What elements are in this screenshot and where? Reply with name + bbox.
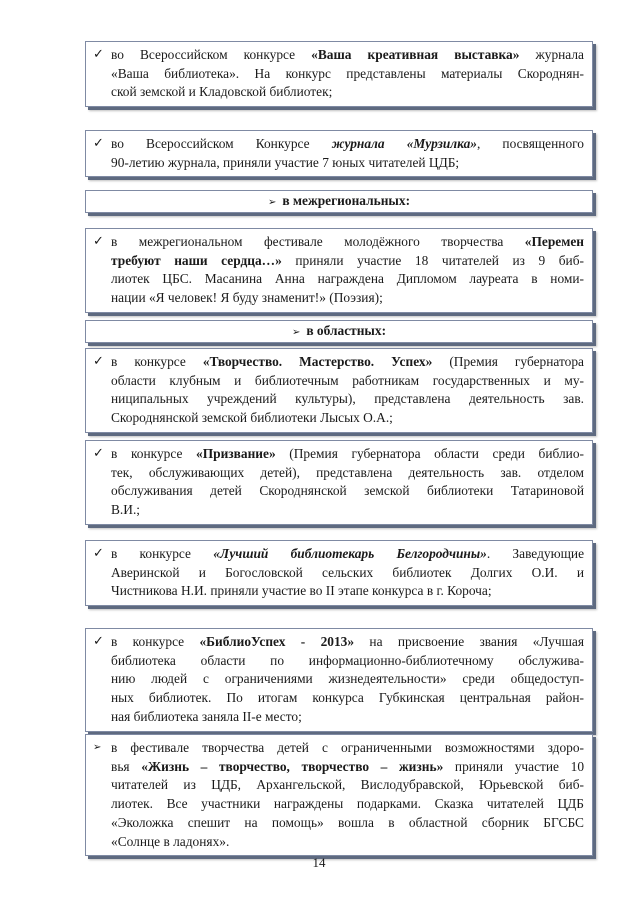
text-run: , посвященного [476, 136, 585, 151]
text-line [111, 689, 584, 708]
checkmark-icon: ✓ [93, 136, 104, 151]
text-line [111, 795, 584, 814]
checkmark-icon: ✓ [93, 354, 104, 369]
text-run: во Всероссийском Конкурсе [111, 136, 332, 151]
list-item-box [85, 228, 593, 313]
bold-text: «Перемен [524, 234, 584, 249]
text-line [111, 776, 584, 795]
text-run: обслуживания детей Скороднянской земской библиотеки Татариновой [111, 483, 584, 499]
bold-text: «БиблиоУспех - 2013» [199, 634, 355, 649]
text-line [111, 545, 584, 564]
text-run: библиотека области по информационно-библиотечному обслужива- [111, 652, 584, 668]
text-line [111, 83, 584, 102]
text-line [111, 633, 584, 652]
text-run: в фестивале творчества детей с ограниченными возможностями здоро- [111, 740, 584, 755]
text-line [111, 482, 584, 501]
text-run: «Ваша библиотека». На конкурс представлены материалы Скороднян- [111, 65, 584, 81]
checkmark-icon: ✓ [93, 546, 104, 561]
bold-text: «Призвание» [196, 446, 276, 461]
bold-text: «Жизнь – творчество, творчество – жизнь» [141, 758, 444, 774]
text-line [111, 390, 584, 409]
text-run: Чистникова Н.И. приняли участие во II этапе конкурса в г. Короча; [111, 583, 492, 599]
text-run: области клубным и библиотечным работникам государственных и му- [111, 372, 584, 388]
list-item-box [85, 348, 593, 433]
text-run: 90-летию журнала, приняли участие 7 юных читателей ЦДБ; [111, 154, 460, 170]
text-run: в конкурсе [111, 634, 200, 649]
text-run: ской земской и Кладовской библиотек; [111, 84, 333, 100]
text-run: в межрегиональном фестивале молодёжного творчества [111, 234, 525, 249]
bold-text: журнала «Мурзилка» [331, 136, 477, 151]
text-run: во Всероссийском конкурсе [111, 47, 312, 62]
text-line [111, 65, 584, 84]
bold-text: требуют наши сердца…» [111, 252, 282, 268]
page-number: 14 [312, 855, 326, 870]
text-line [111, 670, 584, 689]
text-run: тек, обслуживающих детей), представлена деятельность зав. отделом [111, 464, 584, 480]
text-line [111, 353, 584, 372]
list-item-box [85, 628, 593, 732]
section-header-text: в межрегиональных: [282, 193, 411, 208]
text-run: Аверинской и Богословской сельских библиотек Долгих О.И. и [111, 564, 584, 580]
list-item-box [85, 130, 593, 177]
text-line [111, 154, 584, 173]
text-line [111, 252, 584, 271]
list-item-box [85, 540, 593, 606]
text-run: в конкурсе [111, 446, 197, 461]
text-line [111, 758, 584, 777]
section-header-text: в областных: [306, 323, 387, 338]
text-line [111, 135, 584, 154]
text-run: приняли участие 18 читателей из 9 биб- [281, 252, 584, 268]
text-run: приняли участие 10 [443, 758, 585, 774]
list-item-box [85, 440, 593, 525]
text-run: . Заведующие [486, 546, 585, 561]
text-line [111, 289, 584, 308]
text-run: на присвоение звания «Лучшая [354, 634, 584, 649]
text-run: ниципальных учреждений культуры), представлена деятельность зав. [111, 391, 584, 407]
text-run: лиотек ЦБС. Масанина Анна награждена Дипломом лауреата в номи- [111, 271, 584, 287]
text-run: Скороднянской земской библиотеки Лысых О.А.; [111, 410, 393, 426]
arrow-bullet-icon: ➢ [267, 197, 277, 208]
text-run: в конкурсе [111, 546, 214, 561]
text-line [111, 814, 584, 833]
text-line [111, 833, 584, 852]
checkmark-icon: ✓ [93, 47, 104, 62]
arrow-bullet-icon: ➢ [291, 327, 301, 338]
text-line [111, 564, 584, 583]
text-run: нации «Я человек! Я буду знаменит!» (Поэзия); [111, 290, 383, 306]
checkmark-icon: ✓ [93, 634, 104, 649]
text-run: в конкурсе [111, 354, 203, 369]
text-run: читателей из ЦДБ, Архангельской, Вислодубравской, Юрьевской биб- [111, 777, 584, 793]
text-line [111, 409, 584, 428]
text-line [111, 652, 584, 671]
bold-text: «Ваша креативная выставка» [311, 47, 520, 62]
text-line [111, 708, 584, 727]
bold-text: «Творчество. Мастерство. Успех» [202, 354, 433, 369]
section-header [85, 320, 593, 343]
text-run: лиотек. Все участники награждены подарками. Сказка читателей ЦДБ [111, 796, 584, 812]
text-run: «Солнце в ладонях». [111, 833, 230, 849]
text-line [111, 464, 584, 483]
text-line [111, 270, 584, 289]
text-line [111, 372, 584, 391]
text-run: (Премия губернатора области среди библио- [275, 446, 584, 461]
text-run: журнала [519, 47, 584, 62]
arrow-bullet-icon: ➢ [93, 742, 102, 753]
text-run: вья [111, 758, 142, 774]
section-header [85, 190, 593, 213]
text-line [111, 501, 584, 520]
text-run: ных библиотек. По итогам конкурса Губкинская центральная район- [111, 690, 584, 706]
text-run: ная библиотека заняла II-е место; [111, 708, 302, 724]
text-line [111, 46, 584, 65]
checkmark-icon: ✓ [93, 446, 104, 461]
text-run: (Премия губернатора [432, 354, 584, 369]
text-run: В.И.; [111, 502, 141, 518]
list-item-box [85, 734, 593, 856]
text-run: «Эколожка спешит на помощь» вошла в областной сборник БГСБС [111, 814, 584, 830]
checkmark-icon: ✓ [93, 234, 104, 249]
text-line [111, 582, 584, 601]
bold-text: «Лучший библиотекарь Белгородчины» [213, 546, 487, 561]
text-line [111, 233, 584, 252]
text-line [111, 445, 584, 464]
list-item-box [85, 41, 593, 107]
text-line [111, 739, 584, 758]
text-run: нию людей с ограничениями жизнедеятельности» среди общедоступ- [111, 671, 584, 687]
